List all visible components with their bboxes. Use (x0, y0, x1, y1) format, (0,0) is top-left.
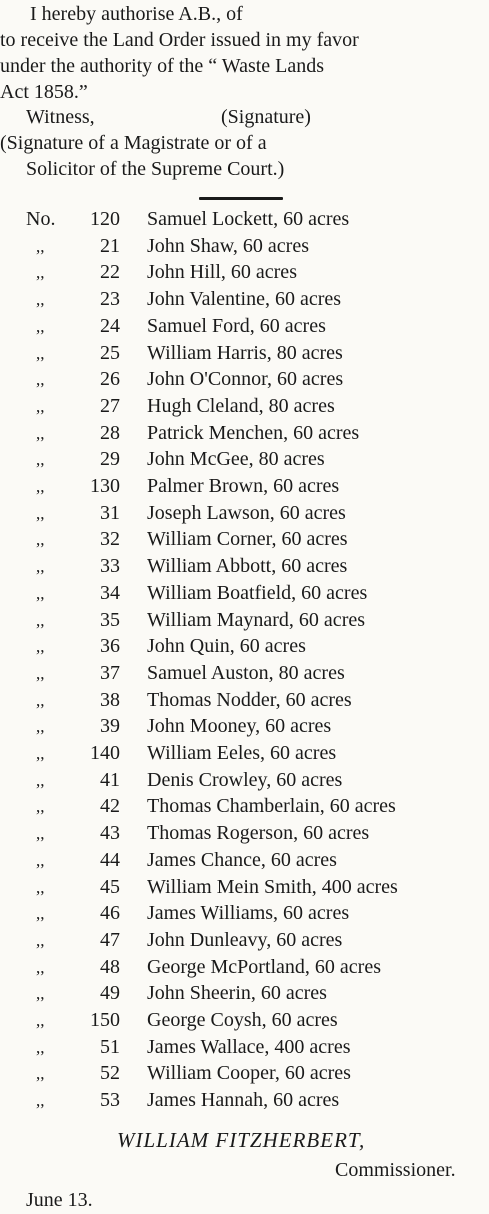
grantee-entry: William Corner, 60 acres (147, 528, 348, 550)
section-divider (199, 197, 283, 200)
order-number: 32 (100, 528, 120, 550)
authorisation-line-2: to receive the Land Order issued in my favor (0, 29, 359, 51)
ditto-mark: ,, (36, 1091, 45, 1110)
grantee-entry: William Harris, 80 acres (147, 342, 343, 364)
ditto-mark: ,, (36, 370, 45, 389)
ditto-mark: ,, (36, 824, 45, 843)
ditto-mark: ,, (36, 317, 45, 336)
order-number: 21 (100, 235, 120, 257)
order-number: 29 (100, 448, 120, 470)
grantee-entry: Patrick Menchen, 60 acres (147, 422, 360, 444)
order-number: 38 (100, 689, 120, 711)
ditto-mark: ,, (36, 878, 45, 897)
order-number: 36 (100, 635, 120, 657)
ditto-mark: ,, (36, 424, 45, 443)
order-number: 26 (100, 368, 120, 390)
ditto-mark: ,, (36, 1038, 45, 1057)
grantee-entry: William Cooper, 60 acres (147, 1062, 351, 1084)
order-number: 35 (100, 609, 120, 631)
ditto-mark: ,, (36, 984, 45, 1003)
order-number: 39 (100, 715, 120, 737)
order-number: 53 (100, 1089, 120, 1111)
ditto-mark: ,, (36, 1011, 45, 1030)
grantee-entry: Thomas Chamberlain, 60 acres (147, 795, 396, 817)
ditto-mark: ,, (36, 637, 45, 656)
signatory-name: WILLIAM FITZHERBERT, (117, 1128, 366, 1152)
order-number: 31 (100, 502, 120, 524)
ditto-mark: ,, (36, 851, 45, 870)
authorisation-line-3: under the authority of the “ Waste Lands (0, 55, 325, 77)
grantee-entry: Samuel Auston, 80 acres (147, 662, 345, 684)
grantee-entry: Joseph Lawson, 60 acres (147, 502, 346, 524)
order-number: 27 (100, 395, 120, 417)
ditto-mark: ,, (36, 584, 45, 603)
order-number: 150 (90, 1009, 120, 1031)
authorisation-line-1: I hereby authorise A.B., of (30, 3, 243, 25)
ditto-mark: ,, (36, 557, 45, 576)
order-number: 130 (90, 475, 120, 497)
grantee-entry: George Coysh, 60 acres (147, 1009, 338, 1031)
grantee-entry: John Valentine, 60 acres (147, 288, 342, 310)
order-number: 49 (100, 982, 120, 1004)
order-number: 41 (100, 769, 120, 791)
order-number: 42 (100, 795, 120, 817)
ditto-mark: ,, (36, 717, 45, 736)
magistrate-line-1: (Signature of a Magistrate or of a (0, 132, 267, 154)
grantee-entry: William Mein Smith, 400 acres (147, 876, 398, 898)
grantee-entry: John Sheerin, 60 acres (147, 982, 327, 1004)
grantee-entry: Thomas Nodder, 60 acres (147, 689, 352, 711)
grantee-entry: John Quin, 60 acres (147, 635, 306, 657)
signatory-title: Commissioner. (335, 1159, 456, 1181)
ditto-mark: ,, (36, 477, 45, 496)
grantee-entry: James Williams, 60 acres (147, 902, 350, 924)
order-number: 43 (100, 822, 120, 844)
grantee-entry: Samuel Ford, 60 acres (147, 315, 326, 337)
order-number: 24 (100, 315, 120, 337)
list-prefix: No. (26, 208, 56, 230)
ditto-mark: ,, (36, 504, 45, 523)
ditto-mark: ,, (36, 397, 45, 416)
order-number: 37 (100, 662, 120, 684)
ditto-mark: ,, (36, 904, 45, 923)
grantee-entry: Denis Crowley, 60 acres (147, 769, 343, 791)
grantee-entry: John Dunleavy, 60 acres (147, 929, 343, 951)
order-number: 140 (90, 742, 120, 764)
ditto-mark: ,, (36, 263, 45, 282)
grantee-entry: William Boatfield, 60 acres (147, 582, 368, 604)
grantee-entry: William Abbott, 60 acres (147, 555, 348, 577)
ditto-mark: ,, (36, 344, 45, 363)
grantee-entry: James Wallace, 400 acres (147, 1036, 351, 1058)
witness-label: Witness, (26, 106, 95, 128)
grantee-entry: John O'Connor, 60 acres (147, 368, 344, 390)
grantee-entry: James Chance, 60 acres (147, 849, 337, 871)
order-number: 33 (100, 555, 120, 577)
ditto-mark: ,, (36, 290, 45, 309)
order-number: 52 (100, 1062, 120, 1084)
grantee-entry: James Hannah, 60 acres (147, 1089, 340, 1111)
grantee-entry: George McPortland, 60 acres (147, 956, 382, 978)
ditto-mark: ,, (36, 611, 45, 630)
ditto-mark: ,, (36, 237, 45, 256)
grantee-entry: William Maynard, 60 acres (147, 609, 366, 631)
ditto-mark: ,, (36, 691, 45, 710)
authorisation-line-4: Act 1858.” (0, 81, 88, 103)
ditto-mark: ,, (36, 771, 45, 790)
order-number: 25 (100, 342, 120, 364)
grantee-entry: Palmer Brown, 60 acres (147, 475, 340, 497)
ditto-mark: ,, (36, 530, 45, 549)
order-number: 23 (100, 288, 120, 310)
grantee-entry: John Shaw, 60 acres (147, 235, 310, 257)
order-number: 46 (100, 902, 120, 924)
ditto-mark: ,, (36, 797, 45, 816)
order-number: 47 (100, 929, 120, 951)
ditto-mark: ,, (36, 931, 45, 950)
grantee-entry: Samuel Lockett, 60 acres (147, 208, 350, 230)
order-number: 45 (100, 876, 120, 898)
order-number: 22 (100, 261, 120, 283)
order-number: 51 (100, 1036, 120, 1058)
grantee-entry: John McGee, 80 acres (147, 448, 325, 470)
grantee-entry: Thomas Rogerson, 60 acres (147, 822, 370, 844)
grantee-entry: William Eeles, 60 acres (147, 742, 337, 764)
magistrate-line-2: Solicitor of the Supreme Court.) (26, 158, 285, 180)
order-number: 48 (100, 956, 120, 978)
order-number: 34 (100, 582, 120, 604)
signature-label: (Signature) (221, 106, 311, 128)
notice-date: June 13. (26, 1189, 93, 1211)
ditto-mark: ,, (36, 450, 45, 469)
ditto-mark: ,, (36, 744, 45, 763)
order-number: 120 (90, 208, 120, 230)
order-number: 28 (100, 422, 120, 444)
order-number: 44 (100, 849, 120, 871)
grantee-entry: John Mooney, 60 acres (147, 715, 332, 737)
grantee-entry: Hugh Cleland, 80 acres (147, 395, 335, 417)
ditto-mark: ,, (36, 664, 45, 683)
ditto-mark: ,, (36, 958, 45, 977)
grantee-entry: John Hill, 60 acres (147, 261, 297, 283)
ditto-mark: ,, (36, 1064, 45, 1083)
